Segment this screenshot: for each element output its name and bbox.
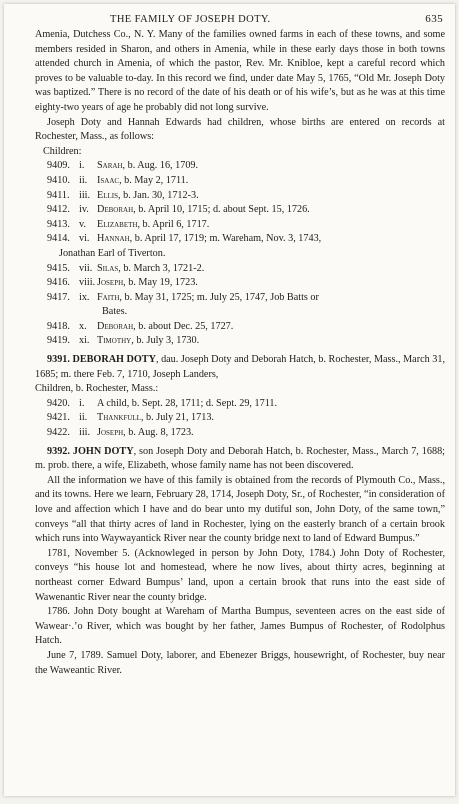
child-row: 9417. ix. Faith, b. May 31, 1725; m. July 25, 1747, Job Batts or: [47, 291, 319, 303]
child-row: 9416. viii. Joseph, b. May 19, 1723.: [47, 277, 198, 289]
children-list-hannah: [35, 159, 445, 349]
paragraph-1786: 1786. John Doty bought at Wareham of Martha Bumpus, seventeen acres on the east side of Wawear·.’o River, which was bought by her father, James Bumpus of Rochester, of Rodolphus Hatch.: [35, 606, 445, 647]
child-row: 9419. xi. Timothy, b. July 3, 1730.: [47, 335, 200, 347]
page-number: 635: [425, 13, 443, 25]
paragraph-plymouth-records: All the information we have of this family is obtained from the records of Plymouth Co., Mass., and its towns. Here we learn, February 28, 1714, Joseph Doty, Sr., of Rochester, “in consideration of love and affection which I have and do bear unto my dutiful son, John Doty, of the same town,” conveys “all that thirty acres of land in Rochester, lying on the easterly branch of a certain brook which runs into Waywayantick River near the county bridge next to land of Edward Bumpus.”: [35, 474, 445, 545]
children-list-deborah: [35, 397, 445, 441]
page-body: [35, 28, 445, 678]
paragraph-children-intro: Joseph Doty and Hannah Edwards had children, whose births are entered on records at Rochester, Mass., as follows:: [35, 116, 445, 143]
entry-9392: 9392. JOHN DOTY, son Joseph Doty and Deborah Hatch, b. Rochester, Mass., March 7, 1688; m. prob. there, a wife, Elizabeth, whose family name has not been discovered.: [35, 445, 445, 472]
child-row: 9418. x. Deborah, b. about Dec. 25, 1727.: [47, 320, 234, 332]
child-continuation: Jonathan Earl of Tiverton.: [59, 247, 166, 259]
children-label: Children:: [43, 145, 82, 157]
child-continuation: Bates.: [102, 306, 128, 318]
page-title: THE FAMILY OF JOSEPH DOTY.: [110, 14, 271, 25]
children-label-9391: Children, b. Rochester, Mass.:: [35, 383, 159, 395]
child-row: 9409. i. Sarah, b. Aug. 16, 1709.: [47, 160, 199, 172]
paragraph-1789: June 7, 1789. Samuel Doty, laborer, and Ebenezer Briggs, housewright, of Rochester, buy near the Waweantic River.: [35, 649, 445, 676]
paragraph-amenia: Amenia, Dutchess Co., N. Y. Many of the families owned farms in each of these towns, and some members resided in Sharon, and others in Amenia, while in these early days those in both towns attended church in Amenia, of which the pastor, Rev. Mr. Knibloe, kept a careful record which proves to be valuable to-day. In this record we find, under date May 5, 1765, “Old Mr. Joseph Doty was baptized.” There is no record of the date of his death or of his wife’s, but as he was at this time eighty-two years of age he probably did not long survive.: [35, 29, 445, 113]
child-row: 9420. i. A child, b. Sept. 28, 1711; d. Sept. 29, 1711.: [47, 397, 278, 409]
child-row: 9412. iv. Deborah, b. April 10, 1715; d. about Sept. 15, 1726.: [47, 204, 310, 216]
child-row: 9414. vi. Hannah, b. April 17, 1719; m. Wareham, Nov. 3, 1743,: [47, 233, 322, 245]
entry-9391: 9391. DEBORAH DOTY, dau. Joseph Doty and Deborah Hatch, b. Rochester, Mass., March 31, 1685; m. there Feb. 7, 1710, Joseph Landers,: [35, 354, 445, 380]
paragraph-1781: 1781, November 5. (Acknowleged in person by John Doty, 1784.) John Doty of Rochester, conveys “his house lot and homestead, where he now lives, about thirty acres, beginning at northeast corner Edward Bumpus’ land, upon a certain brook that runs into the east side of Wawenantic River near the county bridge.: [35, 547, 445, 603]
document-page: [4, 4, 455, 796]
child-row: 9422. iii. Joseph, b. Aug. 8, 1723.: [47, 427, 194, 439]
running-header: [35, 10, 445, 28]
child-row: 9410. ii. Isaac, b. May 2, 1711.: [47, 174, 189, 186]
child-row: 9415. vii. Silas, b. March 3, 1721-2.: [47, 262, 205, 274]
child-row: 9421. ii. Thankfull, b. July 21, 1713.: [47, 412, 214, 424]
child-row: 9411. iii. Ellis, b. Jan. 30, 1712-3.: [47, 189, 199, 201]
child-row: 9413. v. Elizabeth, b. April 6, 1717.: [47, 218, 210, 230]
